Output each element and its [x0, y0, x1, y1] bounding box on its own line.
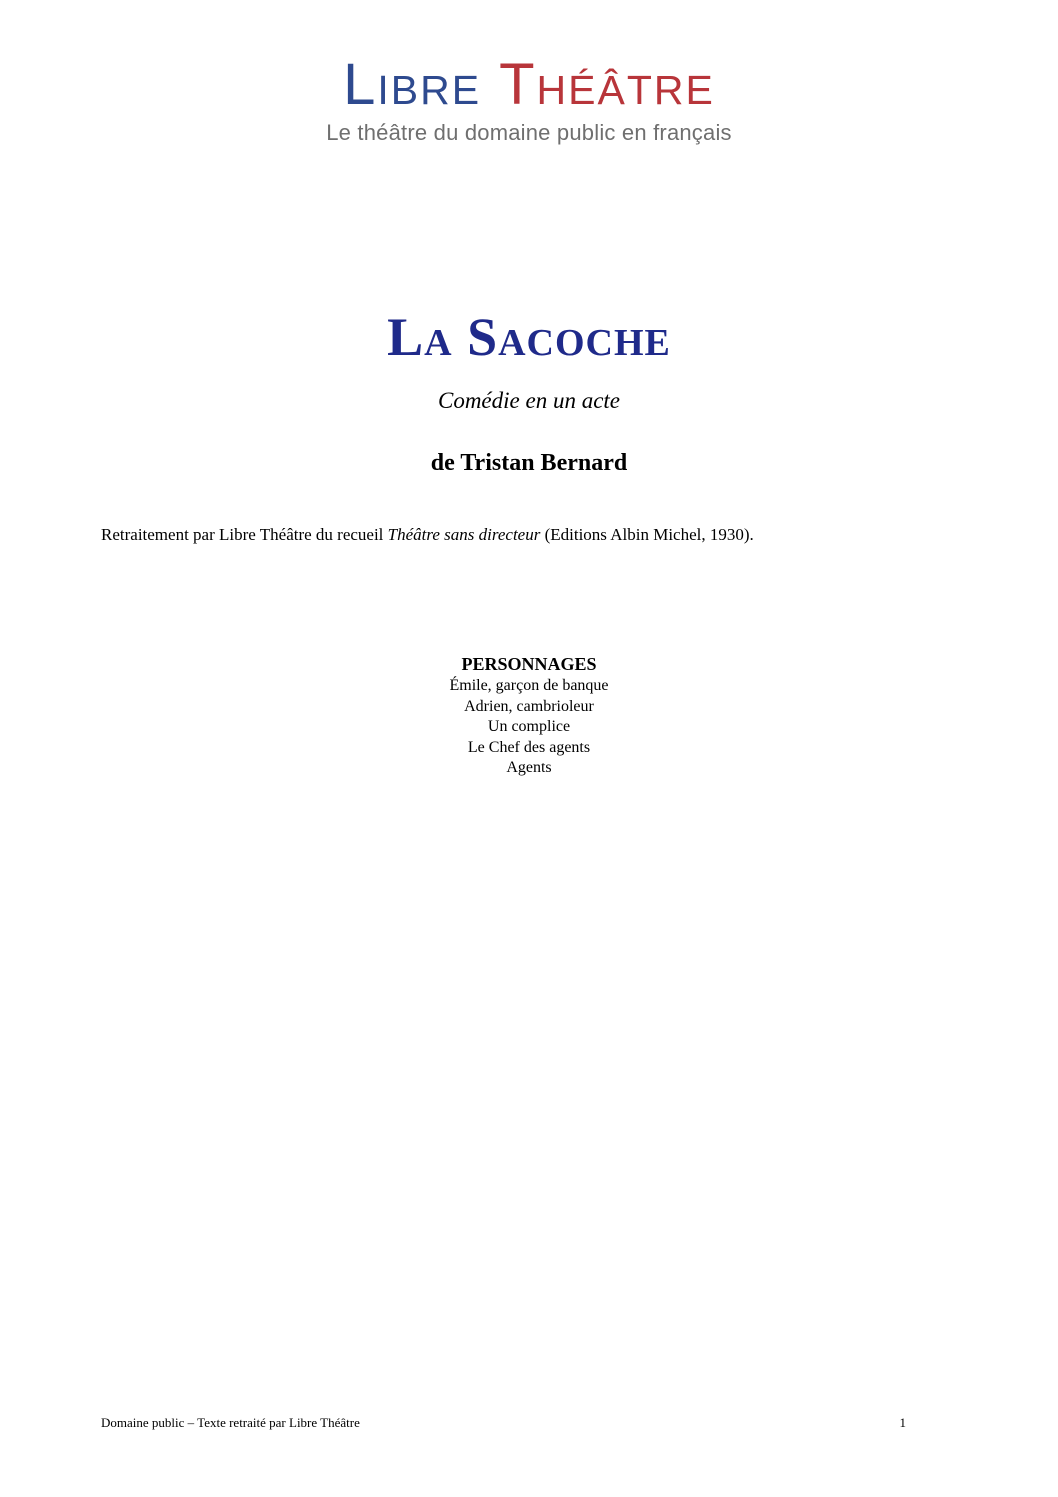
characters-list [0, 652, 1058, 779]
page-number: 1 [899, 1415, 906, 1430]
logo [0, 52, 1058, 146]
play-author: de Tristan Bernard [430, 450, 628, 476]
play-subtitle: Comédie en un acte [437, 388, 621, 413]
source-note [101, 525, 754, 545]
character-item: Adrien, cambrioleur [464, 697, 594, 715]
characters-heading: PERSONNAGES [461, 654, 597, 674]
logo-tagline: Le théâtre du domaine public en français [326, 120, 732, 145]
logo-title [0, 52, 1058, 118]
footer-text: Domaine public – Texte retraité par Libre Théâtre [101, 1415, 360, 1430]
source-note-collection: Théâtre sans directeur [387, 525, 541, 544]
play-title: La Sacoche [387, 307, 671, 367]
logo-word-theatre: Théâtre [499, 52, 715, 117]
source-note-suffix: (Editions Albin Michel, 1930). [540, 525, 754, 544]
character-item: Le Chef des agents [467, 738, 591, 756]
character-item: Un complice [487, 718, 571, 735]
character-item: Émile, garçon de banque [449, 677, 609, 694]
logo-word-libre: Libre [343, 52, 482, 117]
source-note-prefix: Retraitement par Libre Théâtre du recueil [101, 525, 388, 544]
character-item: Agents [506, 759, 552, 776]
